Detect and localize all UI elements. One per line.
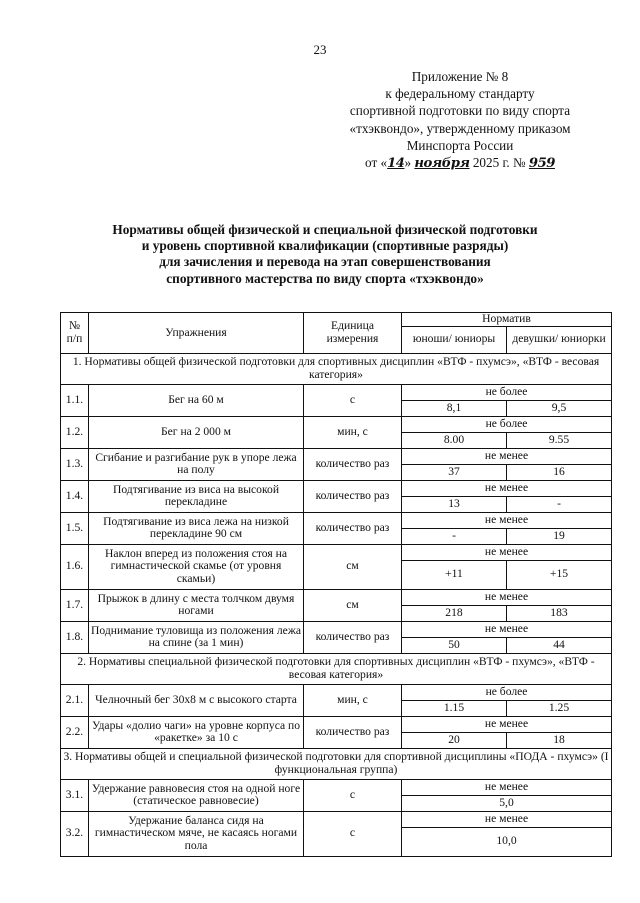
row-condition: не более: [402, 416, 612, 432]
row-boys-value: 13: [402, 496, 507, 512]
row-unit: с: [304, 384, 402, 416]
row-condition: не менее: [402, 621, 612, 637]
row-condition: не менее: [402, 811, 612, 827]
row-num: 1.7.: [61, 589, 89, 621]
row-girls-value: 1.25: [507, 700, 612, 716]
row-num: 3.1.: [61, 779, 89, 811]
row-condition: не менее: [402, 512, 612, 528]
header-num: № п/п: [61, 313, 89, 354]
order-number: 959: [528, 156, 555, 172]
row-girls-value: 19: [507, 528, 612, 544]
appendix-line: Минспорта России: [406, 137, 514, 153]
row-exercise: Челночный бег 30х8 м с высокого старта: [89, 684, 304, 716]
row-girls-value: 9.55: [507, 432, 612, 448]
header-girls: девушки/ юниорки: [507, 326, 612, 353]
row-girls-value: 16: [507, 464, 612, 480]
row-condition: не более: [402, 384, 612, 400]
row-unit: см: [304, 544, 402, 589]
row-unit: см: [304, 589, 402, 621]
title-line: и уровень спортивной квалификации (спортивные разряды): [141, 238, 509, 254]
order-date-line: [310, 154, 610, 172]
page-number: 23: [313, 42, 327, 57]
row-num: 2.1.: [61, 684, 89, 716]
row-boys-value: 1.15: [402, 700, 507, 716]
row-condition: не менее: [402, 779, 612, 795]
row-unit: с: [304, 811, 402, 856]
row-num: 1.1.: [61, 384, 89, 416]
header-exercise: Упражнения: [89, 313, 304, 354]
row-exercise: Удары «долио чаги» на уровне корпуса по «ракетке» за 10 с: [89, 716, 304, 748]
title-line: Нормативы общей физической и специальной физической подготовки: [112, 222, 538, 237]
row-boys-value: 20: [402, 732, 507, 748]
row-exercise: Бег на 60 м: [89, 384, 304, 416]
row-exercise: Бег на 2 000 м: [89, 416, 304, 448]
row-boys-value: 8,1: [402, 400, 507, 416]
row-exercise: Наклон вперед из положения стоя на гимнастической скамье (от уровня скамьи): [89, 544, 304, 589]
row-condition: не менее: [402, 544, 612, 560]
row-num: 1.5.: [61, 512, 89, 544]
row-exercise: Сгибание и разгибание рук в упоре лежа на полу: [89, 448, 304, 480]
date-year: 2025 г. №: [472, 155, 526, 171]
row-exercise: Подтягивание из виса лежа на низкой перекладине 90 см: [89, 512, 304, 544]
row-boys-value: -: [402, 528, 507, 544]
row-exercise: Удержание равновесия стоя на одной ноге (статическое равновесие): [89, 779, 304, 811]
row-condition: не менее: [402, 448, 612, 464]
appendix-line: спортивной подготовки по виду спорта: [349, 103, 571, 119]
section-title: 1. Нормативы общей физической подготовки для спортивных дисциплин «ВТФ - пхумсэ», «ВТФ - весовая категория»: [61, 353, 612, 384]
row-unit: мин, с: [304, 416, 402, 448]
date-day: 14: [387, 156, 405, 172]
section-title: 2. Нормативы специальной физической подготовки для спортивных дисциплин «ВТФ - пхумсэ», «ВТФ - весовая категория»: [61, 653, 612, 684]
row-boys-value: 50: [402, 637, 507, 653]
appendix-line: «тхэквондо», утвержденному приказом: [349, 120, 571, 136]
row-boys-value: 37: [402, 464, 507, 480]
row-num: 1.8.: [61, 621, 89, 653]
row-num: 1.6.: [61, 544, 89, 589]
row-value: 5,0: [402, 795, 612, 811]
row-num: 1.2.: [61, 416, 89, 448]
row-num: 1.3.: [61, 448, 89, 480]
row-unit: количество раз: [304, 621, 402, 653]
row-unit: с: [304, 779, 402, 811]
row-condition: не менее: [402, 480, 612, 496]
appendix-line: к федеральному стандарту: [385, 86, 535, 102]
header-unit: Единица измерения: [304, 313, 402, 354]
header-norm: Норматив: [402, 313, 612, 327]
row-girls-value: 44: [507, 637, 612, 653]
row-girls-value: 9,5: [507, 400, 612, 416]
row-girls-value: 183: [507, 605, 612, 621]
appendix-line: Приложение № 8: [411, 69, 509, 84]
document-title: [60, 222, 590, 287]
row-exercise: Прыжок в длину с места толчком двумя ногами: [89, 589, 304, 621]
row-value: 10,0: [402, 827, 612, 856]
row-boys-value: 218: [402, 605, 507, 621]
row-girls-value: -: [507, 496, 612, 512]
row-unit: мин, с: [304, 684, 402, 716]
row-num: 2.2.: [61, 716, 89, 748]
row-unit: количество раз: [304, 512, 402, 544]
norms-table: [60, 312, 612, 857]
section-title: 3. Нормативы общей и специальной физической подготовки для спортивной дисциплины «ПОДА - пхумсэ» (I функциональная группа): [61, 748, 612, 779]
row-unit: количество раз: [304, 448, 402, 480]
row-condition: не менее: [402, 716, 612, 732]
title-line: спортивного мастерства по виду спорта «тхэквондо»: [166, 270, 484, 286]
row-boys-value: 8.00: [402, 432, 507, 448]
date-month: ноября: [414, 156, 470, 172]
row-unit: количество раз: [304, 716, 402, 748]
row-num: 1.4.: [61, 480, 89, 512]
header-boys: юноши/ юниоры: [402, 326, 507, 353]
row-condition: не более: [402, 684, 612, 700]
row-unit: количество раз: [304, 480, 402, 512]
row-exercise: Удержание баланса сидя на гимнастическом мяче, не касаясь ногами пола: [89, 811, 304, 856]
row-num: 3.2.: [61, 811, 89, 856]
row-girls-value: +15: [507, 560, 612, 589]
row-exercise: Подтягивание из виса на высокой перекладине: [89, 480, 304, 512]
row-condition: не менее: [402, 589, 612, 605]
row-girls-value: 18: [507, 732, 612, 748]
date-prefix: от «: [365, 155, 388, 171]
title-line: для зачисления и перевода на этап совершенствования: [159, 254, 491, 270]
date-mid: »: [404, 155, 412, 171]
row-exercise: Поднимание туловища из положения лежа на спине (за 1 мин): [89, 621, 304, 653]
appendix-header: [310, 68, 610, 172]
row-boys-value: +11: [402, 560, 507, 589]
